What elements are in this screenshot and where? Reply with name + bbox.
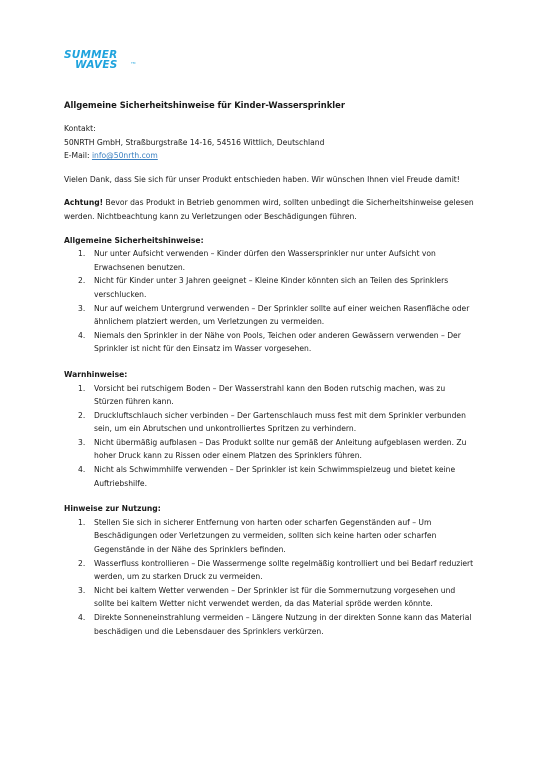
list-item: 4. Direkte Sonneneinstrahlung vermeiden – Längere Nutzung in der direkten Sonne kann das Material beschädigen und die Lebensdauer des Sprinklers verkürzen.	[78, 613, 472, 636]
numbered-list	[64, 516, 476, 638]
document-title: Allgemeine Sicherheitshinweise für Kinder-Wassersprinkler	[64, 100, 345, 110]
contact-email-line	[64, 149, 476, 163]
numbered-list	[64, 247, 476, 356]
list-item: 1. Vorsicht bei rutschigem Boden – Der Wasserstrahl kann den Boden rutschig machen, was zu Stürzen führen kann.	[78, 383, 446, 407]
section-usage	[64, 502, 476, 638]
contact-block	[64, 122, 476, 163]
contact-address: 50NRTH GmbH, Straßburgstraße 14-16, 54516 Wittlich, Deutschland	[64, 137, 325, 147]
list-item: 2. Nicht für Kinder unter 3 Jahren geeignet – Kleine Kinder könnten sich an Teilen des Sprinklers verschlucken.	[78, 276, 449, 299]
email-label: E-Mail:	[64, 151, 92, 161]
logo-trademark: TM	[131, 61, 136, 65]
section-title: Hinweise zur Nutzung:	[64, 504, 161, 514]
list-item: 1. Stellen Sie sich in sicherer Entfernung von harten oder scharfen Gegenständen auf – Um Beschädigungen oder Verletzungen zu vermeiden, sollten sich keine harten oder scharfen Gegenstände in der Nähe des Sprinklers befinden.	[78, 517, 437, 555]
list-item: 4. Nicht als Schwimmhilfe verwenden – Der Sprinkler ist kein Schwimmspielzeug und bietet keine Auftriebshilfe.	[78, 465, 456, 488]
list-item: 4. Niemals den Sprinkler in der Nähe von Pools, Teichen oder anderen Gewässern verwenden – Der Sprinkler ist nicht für den Einsatz im Wasser vorgesehen.	[78, 330, 461, 354]
list-item: 1. Nur unter Aufsicht verwenden – Kinder dürfen den Wassersprinkler nur unter Aufsicht von Erwachsenen benutzen.	[78, 249, 436, 272]
section-title: Allgemeine Sicherheitshinweise:	[64, 235, 204, 245]
section-general	[64, 234, 476, 356]
numbered-list	[64, 382, 476, 491]
document-body	[64, 99, 476, 650]
list-item: 3. Nicht bei kaltem Wetter verwenden – Der Sprinkler ist für die Sommernutzung vorgesehen und sollte bei kaltem Wetter nicht verwendet werden, da das Material spröde werden könnte.	[78, 585, 456, 609]
contact-label: Kontakt:	[64, 124, 96, 133]
warning-paragraph	[64, 196, 476, 223]
list-item: 2. Wasserfluss kontrollieren – Die Wassermenge sollte regelmäßig kontrolliert und bei Bedarf reduziert werden, um zu starken Druck zu vermeiden.	[78, 558, 474, 582]
list-item: 3. Nicht übermäßig aufblasen – Das Produkt sollte nur gemäß der Anleitung aufgeblasen werden. Zu hoher Druck kann zu Rissen oder einem Platzen des Sprinklers führen.	[78, 437, 467, 461]
email-link[interactable]: info@50nrth.com	[91, 151, 158, 161]
section-title: Warnhinweise:	[64, 369, 128, 379]
warning-bold: Achtung!	[64, 198, 104, 208]
warning-text: Bevor das Produkt in Betrieb genommen wird, sollten unbedingt die Sicherheitshinweise gelesen werden. Nichtbeachtung kann zu Verletzungen oder Beschädigungen führen.	[64, 198, 474, 221]
logo-line-1: SUMMER	[64, 49, 118, 61]
summer-waves-logo	[64, 50, 134, 74]
logo-line-2: WAVES	[75, 59, 118, 71]
list-item: 3. Nur auf weichem Untergrund verwenden – Der Sprinkler sollte auf einer weichen Rasenfläche oder ähnlichem platziert werden, um Verletzungen zu vermeiden.	[78, 303, 470, 327]
intro-paragraph: Vielen Dank, dass Sie sich für unser Produkt entschieden haben. Wir wünschen Ihnen viel Freude damit!	[64, 174, 460, 184]
section-warnings	[64, 368, 476, 490]
list-item: 2. Druckluftschlauch sicher verbinden – Der Gartenschlauch muss fest mit dem Sprinkler verbunden sein, um ein Abrutschen und unkontrolliertes Spritzen zu verhindern.	[78, 410, 466, 434]
